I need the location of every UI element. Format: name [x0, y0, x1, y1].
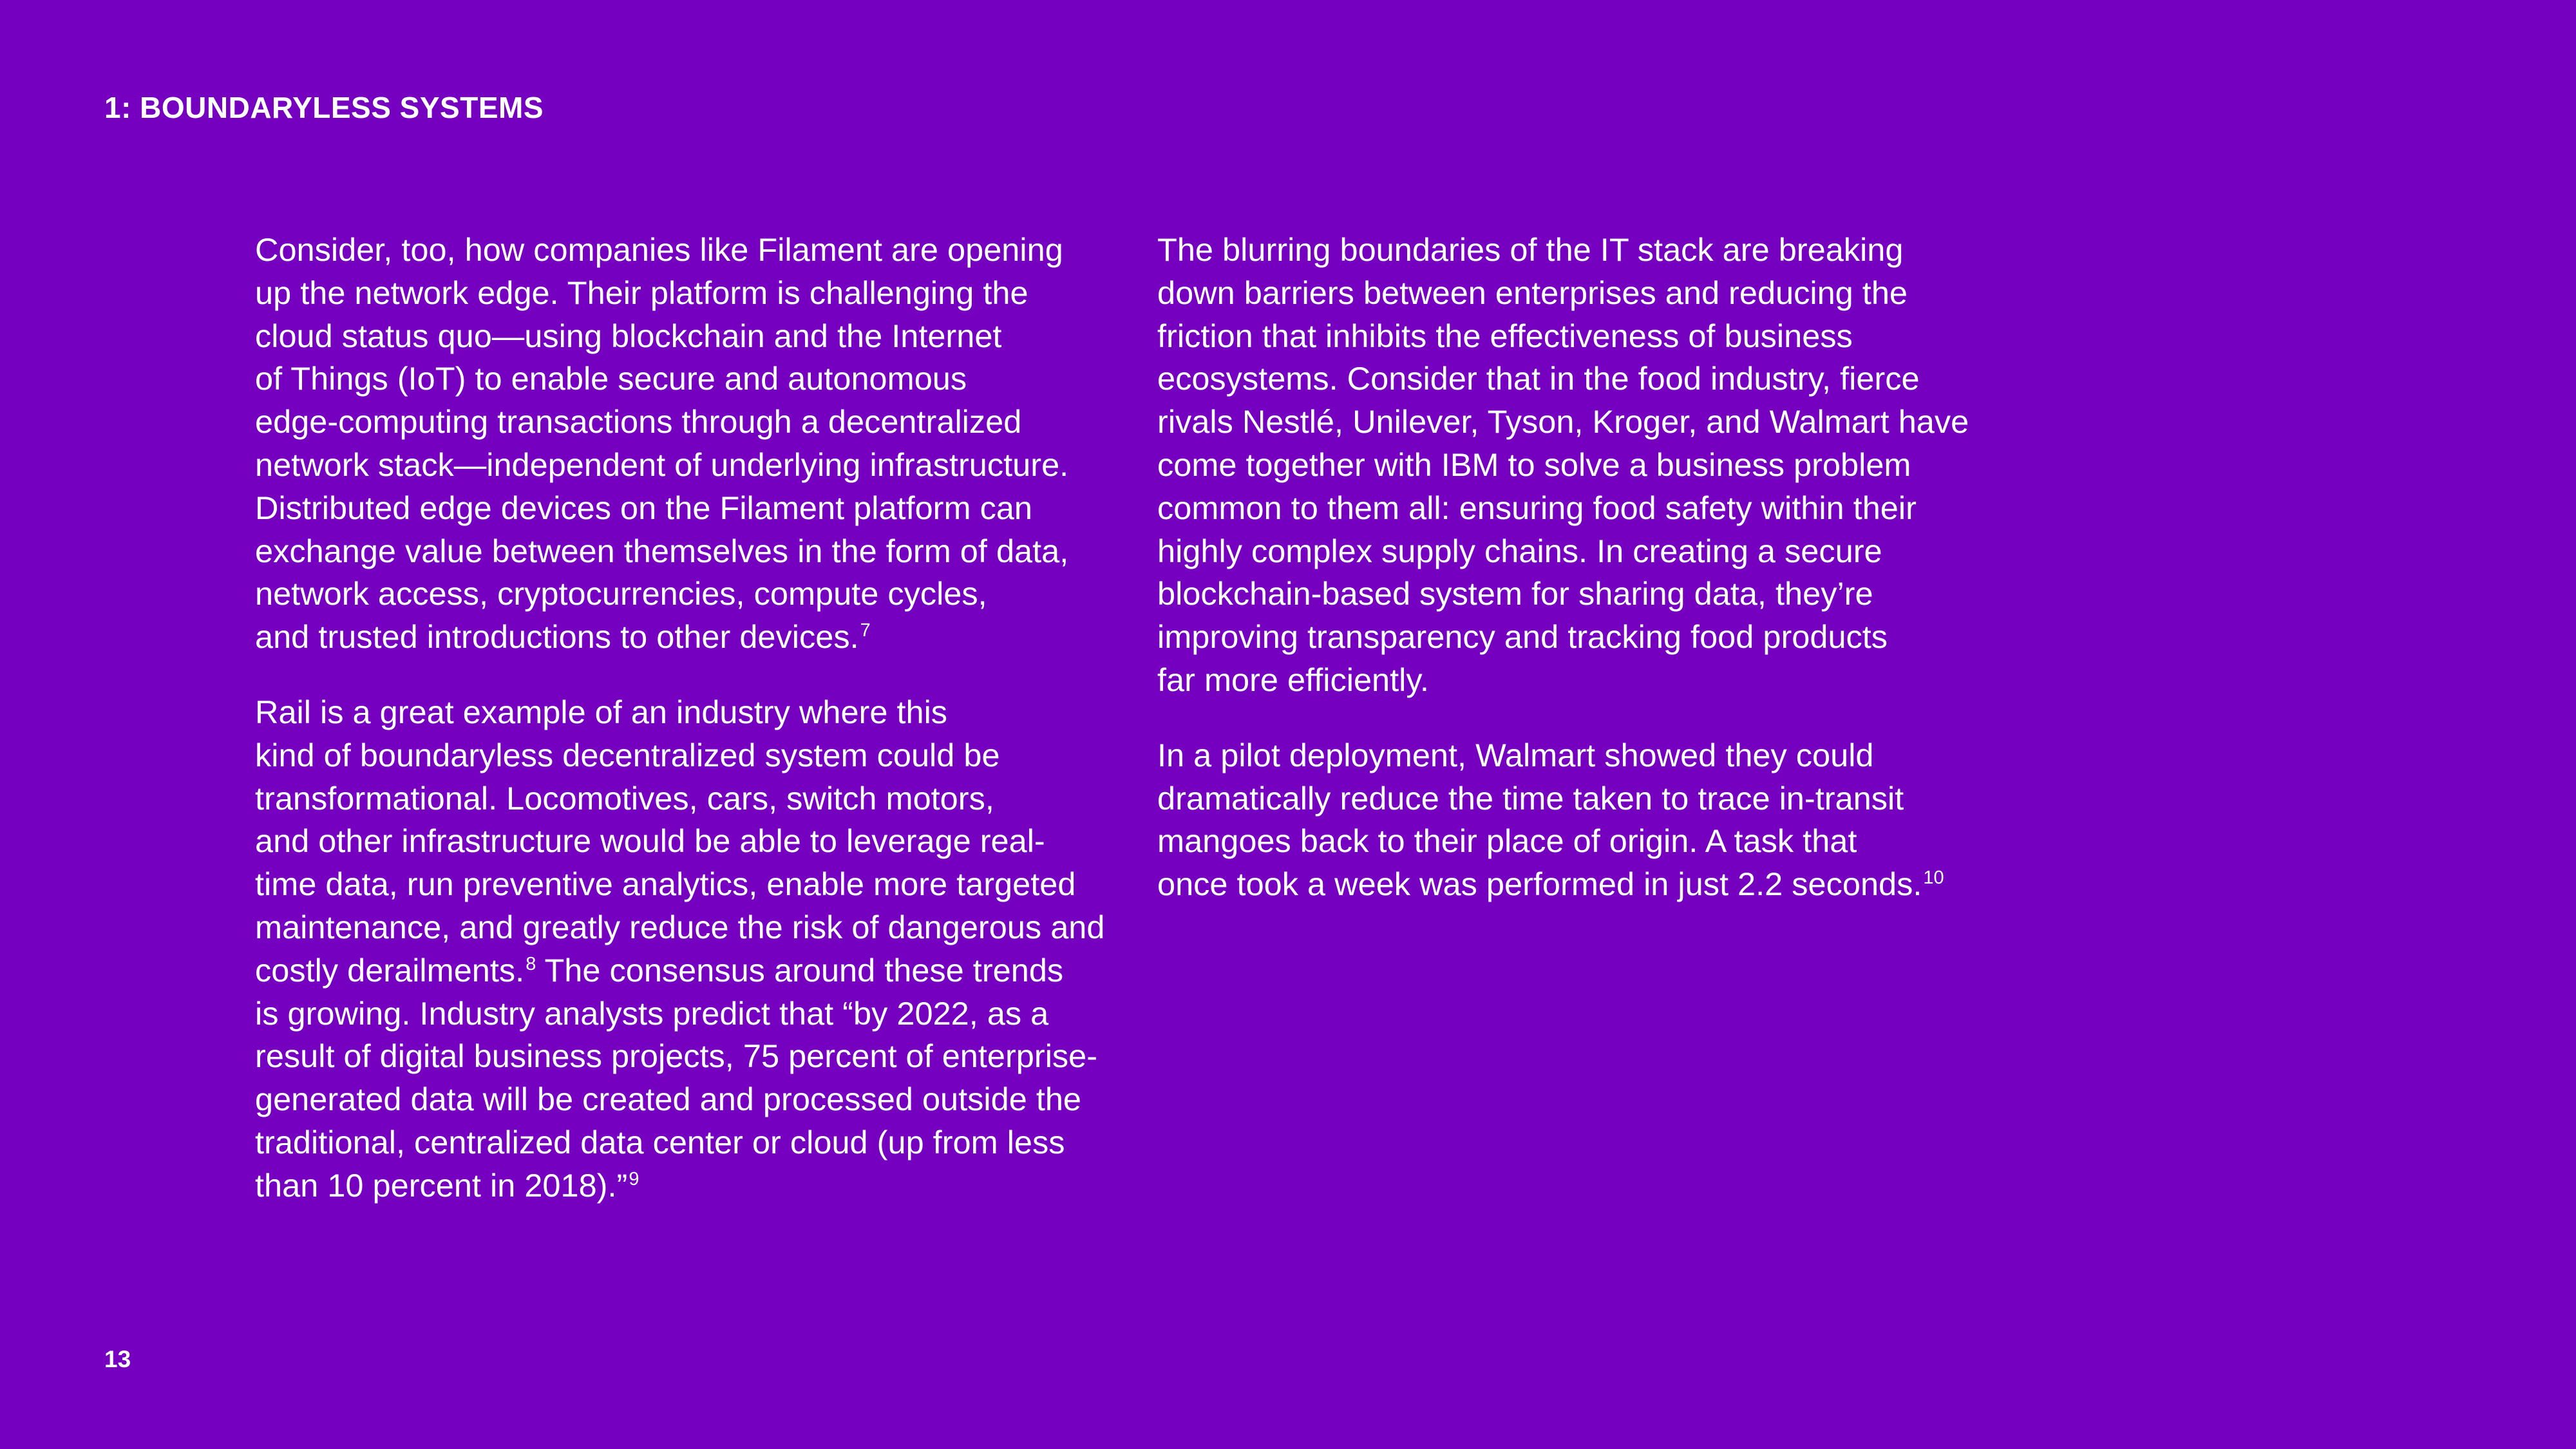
- text-line: traditional, centralized data center or cloud (up from less: [255, 1123, 1065, 1160]
- text-line: The blurring boundaries of the IT stack are breaking: [1157, 231, 1904, 268]
- paragraph-it-stack: [1157, 229, 2020, 702]
- paragraph-filament: [255, 229, 1131, 659]
- text-line: Consider, too, how companies like Filament are opening: [255, 231, 1063, 268]
- text-line: transformational. Locomotives, cars, switch motors,: [255, 779, 994, 817]
- text-line: highly complex supply chains. In creating a secure: [1157, 532, 1882, 569]
- text-line: dramatically reduce the time taken to trace in-transit: [1157, 779, 1904, 817]
- text-line: Rail is a great example of an industry where this: [255, 693, 948, 730]
- text-fragment: costly derailments.: [255, 951, 525, 989]
- text-line: come together with IBM to solve a business problem: [1157, 446, 1911, 483]
- text-line: network access, cryptocurrencies, compute cycles,: [255, 575, 987, 612]
- text-line: kind of boundaryless decentralized system could be: [255, 736, 1000, 773]
- right-column: [1157, 229, 2020, 938]
- text-fragment: once took a week was performed in just 2.2 seconds.: [1157, 866, 1922, 903]
- text-line: friction that inhibits the effectiveness of business: [1157, 317, 1853, 354]
- text-line: common to them all: ensuring food safety within their: [1157, 489, 1917, 526]
- text-line: ecosystems. Consider that in the food industry, fierce: [1157, 360, 1920, 397]
- text-line: of Things (IoT) to enable secure and autonomous: [255, 360, 967, 397]
- text-line: generated data will be created and processed outside the: [255, 1081, 1082, 1118]
- page-number: 13: [104, 1346, 131, 1372]
- text-fragment: than 10 percent in 2018).”: [255, 1166, 628, 1204]
- text-line: up the network edge. Their platform is challenging the: [255, 274, 1028, 311]
- text-line: In a pilot deployment, Walmart showed they could: [1157, 736, 1874, 773]
- paragraph-walmart-pilot: [1157, 734, 2020, 906]
- text-line: [255, 949, 1131, 992]
- left-column: [255, 229, 1131, 1240]
- text-line: down barriers between enterprises and reducing the: [1157, 274, 1908, 311]
- text-line: [255, 1164, 1131, 1208]
- text-line: Distributed edge devices on the Filament platform can: [255, 489, 1033, 526]
- text-fragment: The consensus around these trends: [536, 951, 1064, 989]
- text-line: exchange value between themselves in the form of data,: [255, 532, 1069, 569]
- text-line: network stack—independent of underlying infrastructure.: [255, 446, 1069, 483]
- footnote-reference[interactable]: 8: [526, 953, 536, 974]
- footnote-reference[interactable]: 10: [1923, 867, 1944, 889]
- text-line: edge-computing transactions through a decentralized: [255, 403, 1022, 440]
- section-title: 1: BOUNDARYLESS SYSTEMS: [104, 91, 544, 124]
- text-line: improving transparency and tracking food products: [1157, 618, 1888, 656]
- text-line: blockchain-based system for sharing data, they’re: [1157, 575, 1873, 612]
- text-line: mangoes back to their place of origin. A task that: [1157, 822, 1857, 860]
- text-line: cloud status quo—using blockchain and the Internet: [255, 317, 1002, 354]
- footnote-reference[interactable]: 7: [860, 620, 871, 641]
- text-line: [1157, 863, 2020, 906]
- text-fragment: and trusted introductions to other devices.: [255, 618, 859, 656]
- text-line: and other infrastructure would be able to leverage real-: [255, 822, 1045, 860]
- text-line: far more efficiently.: [1157, 661, 1429, 698]
- footnote-reference[interactable]: 9: [629, 1168, 639, 1189]
- text-line: time data, run preventive analytics, enable more targeted: [255, 866, 1076, 903]
- text-line: is growing. Industry analysts predict that “by 2022, as a: [255, 994, 1049, 1032]
- text-line: rivals Nestlé, Unilever, Tyson, Kroger, and Walmart have: [1157, 403, 1969, 440]
- text-line: maintenance, and greatly reduce the risk of dangerous and: [255, 908, 1105, 945]
- text-line: result of digital business projects, 75 percent of enterprise-: [255, 1037, 1098, 1075]
- text-line: [255, 616, 1131, 659]
- paragraph-rail: [255, 691, 1131, 1208]
